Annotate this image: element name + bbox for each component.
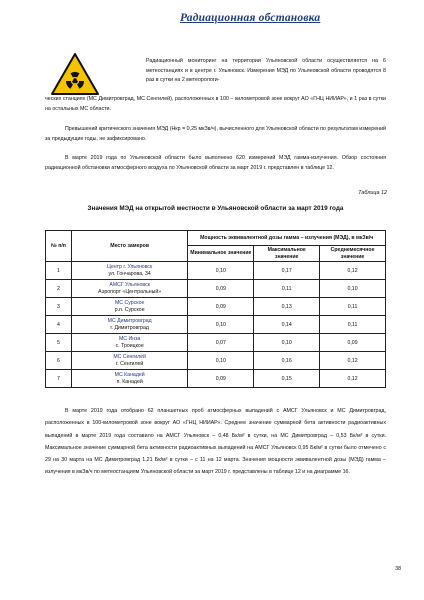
station-name: МС Сурское — [114, 300, 145, 306]
intro-paragraph: Радиационный мониторинг на территории Ульяновской области осуществляется на 6 метеостанциях и в центре г. Ульяновск. Измерения МЭД по Ульяновской области проводятся 8 раз в сутки на 2 метеорологи- — [146, 58, 386, 84]
station-location: с. Троицкое — [115, 342, 144, 349]
header-num: № п/п — [46, 231, 72, 262]
station-location: ул. Гончарова, 34 — [108, 270, 151, 277]
row-num: 4 — [46, 316, 72, 334]
page-title: Радиационная обстановка — [180, 12, 321, 24]
row-min: 0,07 — [188, 334, 254, 352]
threshold-paragraph: Превышений критического значения МЭД (Нкр = 0,25 мкЗв/ч), вычисленного для Ульяновской области по результатам измерений за предыдущие годы, не зафиксировано. — [45, 126, 386, 142]
station-name: МС Инза — [118, 336, 141, 342]
station-location: г. Димитровград — [110, 324, 149, 331]
table-row — [46, 334, 386, 352]
station-name: Центр г. Ульяновск — [107, 264, 153, 270]
row-num: 1 — [46, 262, 72, 280]
station-name: МС Димитровград — [107, 318, 152, 324]
table-row — [46, 262, 386, 280]
row-num: 7 — [46, 370, 72, 388]
intro-paragraph-continued: ческих станциях (МС Димитровград, МС Сенгилей), расположенных в 100 – километровой зоне вокруг АО «ГНЦ НИИАР», и 1 раз в сутки на остальных МС области. — [45, 96, 386, 112]
table-row — [46, 280, 386, 298]
row-place — [71, 370, 188, 388]
row-num: 3 — [46, 298, 72, 316]
table-row — [46, 316, 386, 334]
row-avg: 0,10 — [320, 280, 386, 298]
row-max: 0,17 — [254, 262, 320, 280]
station-location: р.п. Сурское — [114, 306, 145, 313]
row-num: 5 — [46, 334, 72, 352]
header-max: Максимальное значение — [254, 246, 320, 262]
row-place — [71, 262, 188, 280]
row-max: 0,13 — [254, 298, 320, 316]
row-min: 0,09 — [188, 370, 254, 388]
row-avg: 0,12 — [320, 262, 386, 280]
row-num: 2 — [46, 280, 72, 298]
row-avg: 0,12 — [320, 352, 386, 370]
header-avg: Среднемесячное значение — [320, 246, 386, 262]
row-min: 0,09 — [188, 298, 254, 316]
row-max: 0,11 — [254, 280, 320, 298]
row-place — [71, 280, 188, 298]
table-row — [46, 370, 386, 388]
station-location: п. Канадей — [116, 378, 143, 385]
header-place: Место замеров — [71, 231, 188, 262]
row-avg: 0,11 — [320, 298, 386, 316]
table-title: Значения МЭД на открытой местности в Ульяновской области за март 2019 года — [87, 205, 344, 212]
row-min: 0,09 — [188, 280, 254, 298]
row-avg: 0,12 — [320, 370, 386, 388]
station-location: Аэропорт «Центральный» — [98, 288, 162, 295]
table-row — [46, 352, 386, 370]
radiation-hazard-icon — [50, 52, 100, 96]
header-min: Минимальное значение — [188, 246, 254, 262]
table-row — [46, 298, 386, 316]
row-max: 0,14 — [254, 316, 320, 334]
row-place — [71, 352, 188, 370]
station-name: МС Сенгилей — [113, 354, 146, 360]
med-values-table — [45, 230, 386, 388]
measurements-paragraph: В марте 2019 года по Ульяновской области было выполнено 620 измерений МЭД гамма-излучения. Обзор состояния радиационной обстановки атмосферного воздуха по Ульяновской области за март 2019 г. представлен в таблице 12. — [45, 155, 386, 171]
station-name: МС Канадей — [114, 372, 145, 378]
row-place — [71, 334, 188, 352]
fallout-paragraph: В марте 2019 года отобрано 62 планшетных проб атмосферных выпадений с АМСГ Ульяновск и МС Димитровград, расположенных в 100-километровой зоне вокруг АО «ГНЦ НИИАР». Среднее значение суммарной бета активности радиоактивных выпадений в марте 2019 года составило на АМСГ Ульяновск – 0,48 Бк/м² в сутки, на МС Димитровград – 0,53 Бк/м² в сутки. Максимальное значение суммарной бета активности радиоактивных выпадений на АМСГ Ульяновск 0,95 Бк/м² в сутки было отмечено с 29 на 30 марта на МС Димитровград 1,21 Бк/м² в сутки – с 11 на 12 марта. Значения мощности эквивалентной дозы (МЭД) гамма – излучения в мкЗв/ч по метеостанциям Ульяновской области за март 2019 г. представлены в таблице 12 и на диаграмме 16. — [45, 408, 386, 476]
row-max: 0,10 — [254, 334, 320, 352]
station-location: г. Сенгилей — [116, 360, 144, 367]
table-caption: Таблица 12 — [358, 190, 387, 196]
row-min: 0,10 — [188, 262, 254, 280]
row-max: 0,16 — [254, 352, 320, 370]
row-avg: 0,11 — [320, 316, 386, 334]
station-name: АМСГ Ульяновск — [109, 282, 150, 288]
page-number: 38 — [395, 566, 401, 572]
row-num: 6 — [46, 352, 72, 370]
row-min: 0,10 — [188, 352, 254, 370]
row-place — [71, 316, 188, 334]
row-max: 0,15 — [254, 370, 320, 388]
row-place — [71, 298, 188, 316]
row-avg: 0,09 — [320, 334, 386, 352]
header-group: Мощность эквивалентной дозы гамма – излучения (МЭД), в мкЗв/ч — [188, 231, 386, 246]
row-min: 0,10 — [188, 316, 254, 334]
